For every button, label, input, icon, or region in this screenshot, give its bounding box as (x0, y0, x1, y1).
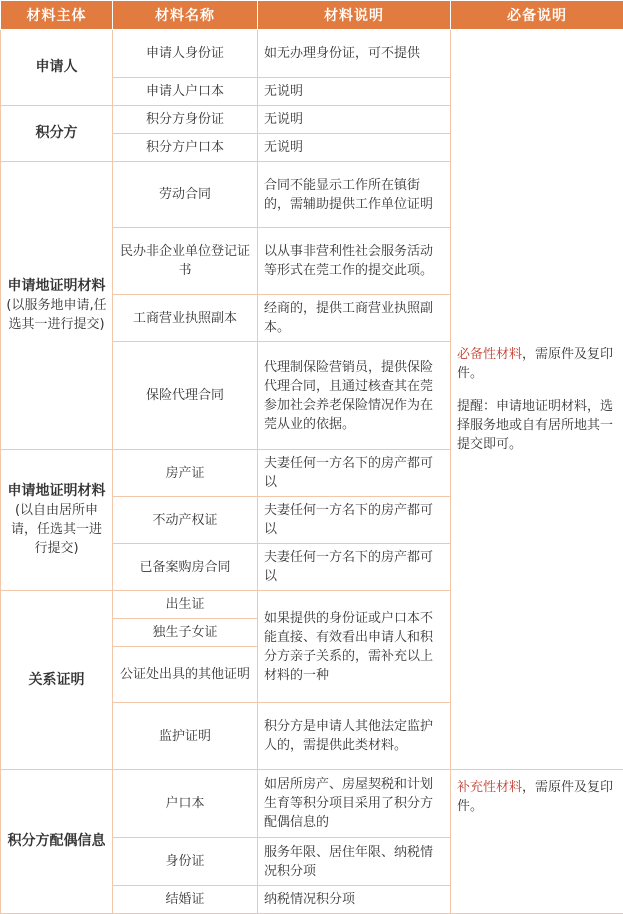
subject-spouse: 积分方配偶信息 (1, 770, 113, 914)
material-desc: 以从事非营利性社会服务活动等形式在莞工作的提交此项。 (258, 228, 451, 295)
required-text: ，需原件及复印件。 (457, 347, 613, 381)
subject-residence-service-note: (以服务地申请,任选其一进行提交) (5, 296, 108, 334)
material-desc: 如无办理身份证，可不提供 (258, 30, 451, 78)
header-material-desc: 材料说明 (258, 1, 451, 30)
supplement-note-cell (451, 770, 623, 914)
material-desc: 夫妻任何一方名下的房产都可以 (258, 497, 451, 544)
material-name: 身份证 (113, 838, 258, 886)
material-desc: 代理制保险营销员，提供保险代理合同，且通过核查其在莞参加社会养老保险情况作为在莞从业的依据。 (258, 342, 451, 450)
material-desc: 合同不能显示工作所在镇街的，需辅助提供工作单位证明 (258, 162, 451, 228)
reminder-text: 提醒：申请地证明材料，选择服务地或自有居所地其一提交即可。 (457, 399, 613, 452)
material-name: 民办非企业单位登记证书 (113, 228, 258, 295)
table-row (1, 30, 623, 78)
subject-residence-home-note: (以自由居所申请，任选其一进行提交) (5, 501, 108, 558)
material-name: 保险代理合同 (113, 342, 258, 450)
material-name: 积分方户口本 (113, 134, 258, 162)
table-row (1, 770, 623, 838)
subject-residence-service-title: 申请地证明材料 (8, 278, 106, 294)
material-desc: 如果提供的身份证或户口本不能直接、有效看出申请人和积分方亲子关系的，需补充以上材料的一种 (258, 591, 451, 703)
subject-applicant: 申请人 (1, 30, 113, 106)
material-name: 不动产权证 (113, 497, 258, 544)
material-desc: 服务年限、居住年限、纳税情况积分项 (258, 838, 451, 886)
material-desc: 无说明 (258, 134, 451, 162)
material-desc: 纳税情况积分项 (258, 886, 451, 914)
material-desc: 夫妻任何一方名下的房产都可以 (258, 544, 451, 591)
header-required-note: 必备说明 (451, 1, 623, 30)
material-desc: 无说明 (258, 106, 451, 134)
header-material-name: 材料名称 (113, 1, 258, 30)
material-name: 劳动合同 (113, 162, 258, 228)
required-note-cell (451, 30, 623, 770)
material-desc: 夫妻任何一方名下的房产都可以 (258, 450, 451, 497)
subject-residence-home (1, 450, 113, 591)
material-name: 已备案购房合同 (113, 544, 258, 591)
material-name: 公证处出具的其他证明 (113, 647, 258, 703)
material-name: 出生证 (113, 591, 258, 619)
material-name: 监护证明 (113, 703, 258, 770)
material-desc: 经商的，提供工商营业执照副本。 (258, 295, 451, 342)
material-name: 工商营业执照副本 (113, 295, 258, 342)
material-desc: 无说明 (258, 78, 451, 106)
required-label: 必备性材料 (457, 347, 522, 362)
subject-residence-home-title: 申请地证明材料 (8, 483, 106, 499)
header-row (1, 1, 623, 30)
material-name: 积分方身份证 (113, 106, 258, 134)
header-subject: 材料主体 (1, 1, 113, 30)
supplement-label: 补充性材料 (457, 780, 522, 795)
material-name: 结婚证 (113, 886, 258, 914)
subject-scorer: 积分方 (1, 106, 113, 162)
material-name: 房产证 (113, 450, 258, 497)
material-name: 户口本 (113, 770, 258, 838)
subject-residence-service (1, 162, 113, 450)
material-desc: 积分方是申请人其他法定监护人的，需提供此类材料。 (258, 703, 451, 770)
supplement-text: ，需原件及复印件。 (457, 780, 613, 814)
material-name: 申请人身份证 (113, 30, 258, 78)
material-desc: 如居所房产、房屋契税和计划生育等积分项目采用了积分方配偶信息的 (258, 770, 451, 838)
material-name: 申请人户口本 (113, 78, 258, 106)
material-name: 独生子女证 (113, 619, 258, 647)
subject-relation: 关系证明 (1, 591, 113, 770)
